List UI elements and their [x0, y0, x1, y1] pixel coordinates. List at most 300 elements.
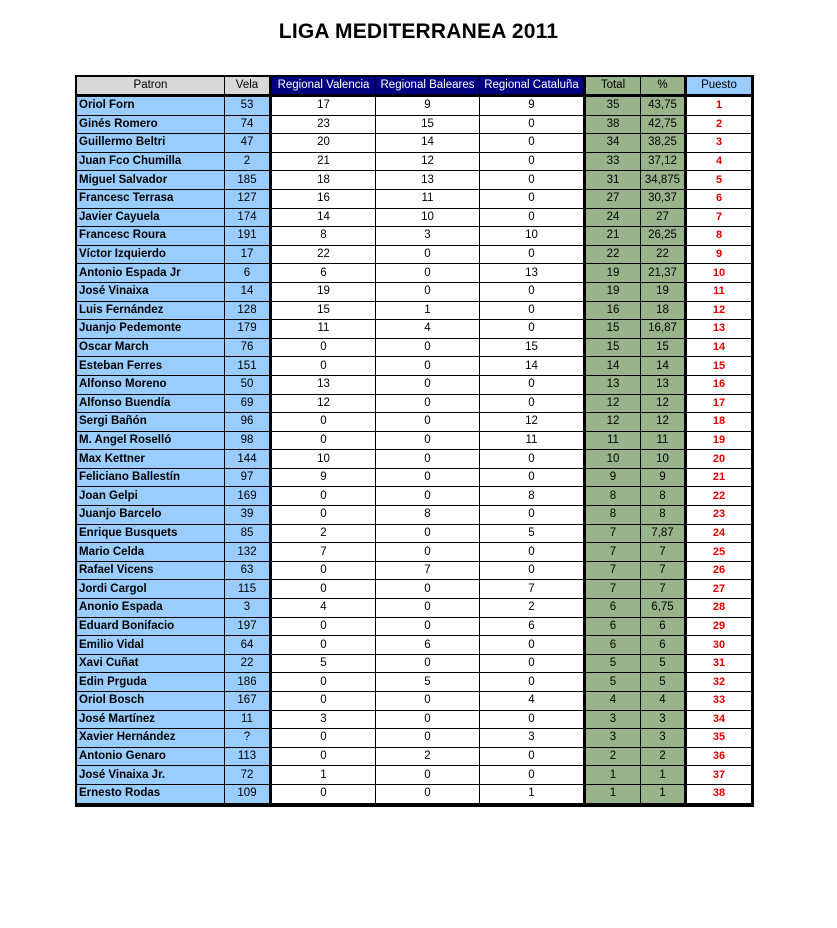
cell-patron: Antonio Espada Jr [77, 264, 225, 283]
table-row [77, 431, 751, 450]
cell-vela: 76 [225, 338, 271, 357]
table-row [77, 710, 751, 729]
cell-regional-baleares: 11 [376, 189, 480, 208]
cell-patron: Enrique Busquets [77, 524, 225, 543]
cell-regional-baleares: 13 [376, 171, 480, 190]
cell-regional-valencia: 0 [271, 561, 376, 580]
cell-regional-valencia: 0 [271, 617, 376, 636]
cell-puesto: 3 [686, 134, 752, 153]
cell-patron: Juan Fco Chumilla [77, 152, 225, 171]
cell-regional-valencia: 20 [271, 134, 376, 153]
cell-regional-baleares: 0 [376, 375, 480, 394]
table-row [77, 96, 751, 116]
cell-total: 34 [585, 134, 641, 153]
cell-puesto: 25 [686, 543, 752, 562]
cell-regional-cataluna: 0 [480, 189, 585, 208]
cell-puesto: 16 [686, 375, 752, 394]
cell-total: 12 [585, 413, 641, 432]
cell-regional-baleares: 0 [376, 729, 480, 748]
cell-patron: Max Kettner [77, 450, 225, 469]
cell-puesto: 22 [686, 487, 752, 506]
table-row [77, 450, 751, 469]
cell-regional-baleares: 0 [376, 431, 480, 450]
cell-percent: 3 [641, 710, 686, 729]
cell-vela: 96 [225, 413, 271, 432]
cell-regional-baleares: 0 [376, 543, 480, 562]
cell-total: 6 [585, 599, 641, 618]
cell-regional-cataluna: 10 [480, 227, 585, 246]
cell-regional-baleares: 15 [376, 115, 480, 134]
cell-percent: 13 [641, 375, 686, 394]
table-row [77, 599, 751, 618]
cell-regional-baleares: 0 [376, 766, 480, 785]
cell-patron: Feliciano Ballestín [77, 468, 225, 487]
cell-patron: Edin Prguda [77, 673, 225, 692]
cell-regional-baleares: 0 [376, 357, 480, 376]
cell-regional-valencia: 16 [271, 189, 376, 208]
cell-total: 1 [585, 784, 641, 802]
cell-vela: 98 [225, 431, 271, 450]
cell-patron: Francesc Terrasa [77, 189, 225, 208]
cell-puesto: 32 [686, 673, 752, 692]
cell-percent: 1 [641, 784, 686, 802]
cell-regional-baleares: 12 [376, 152, 480, 171]
cell-regional-cataluna: 4 [480, 692, 585, 711]
table-row [77, 692, 751, 711]
cell-regional-cataluna: 0 [480, 654, 585, 673]
header-regional-valencia: Regional Valencia [271, 77, 376, 96]
cell-puesto: 11 [686, 282, 752, 301]
table-row [77, 487, 751, 506]
table-row [77, 301, 751, 320]
cell-regional-valencia: 2 [271, 524, 376, 543]
cell-total: 5 [585, 673, 641, 692]
cell-patron: Joan Gelpi [77, 487, 225, 506]
cell-puesto: 8 [686, 227, 752, 246]
cell-puesto: 19 [686, 431, 752, 450]
table-row [77, 320, 751, 339]
cell-regional-baleares: 0 [376, 692, 480, 711]
cell-vela: 74 [225, 115, 271, 134]
header-vela: Vela [225, 77, 271, 96]
cell-patron: Alfonso Buendía [77, 394, 225, 413]
cell-regional-valencia: 23 [271, 115, 376, 134]
cell-puesto: 13 [686, 320, 752, 339]
header-total: Total [585, 77, 641, 96]
cell-regional-baleares: 7 [376, 561, 480, 580]
cell-regional-baleares: 6 [376, 636, 480, 655]
cell-vela: 47 [225, 134, 271, 153]
cell-vela: 113 [225, 747, 271, 766]
cell-vela: 191 [225, 227, 271, 246]
cell-regional-baleares: 0 [376, 654, 480, 673]
cell-regional-cataluna: 0 [480, 747, 585, 766]
table-row [77, 264, 751, 283]
cell-regional-valencia: 4 [271, 599, 376, 618]
cell-regional-valencia: 0 [271, 636, 376, 655]
table-row [77, 357, 751, 376]
page-title: LIGA MEDITERRANEA 2011 [278, 20, 559, 43]
cell-total: 33 [585, 152, 641, 171]
cell-regional-valencia: 3 [271, 710, 376, 729]
cell-regional-cataluna: 3 [480, 729, 585, 748]
cell-puesto: 15 [686, 357, 752, 376]
cell-regional-valencia: 18 [271, 171, 376, 190]
table-row [77, 245, 751, 264]
cell-vela: 97 [225, 468, 271, 487]
cell-vela: 132 [225, 543, 271, 562]
cell-regional-valencia: 0 [271, 487, 376, 506]
cell-regional-valencia: 6 [271, 264, 376, 283]
cell-regional-valencia: 0 [271, 413, 376, 432]
cell-puesto: 23 [686, 506, 752, 525]
cell-regional-valencia: 0 [271, 357, 376, 376]
cell-puesto: 37 [686, 766, 752, 785]
cell-regional-cataluna: 0 [480, 171, 585, 190]
cell-puesto: 9 [686, 245, 752, 264]
cell-vela: 197 [225, 617, 271, 636]
cell-regional-baleares: 8 [376, 506, 480, 525]
cell-regional-cataluna: 0 [480, 245, 585, 264]
cell-percent: 8 [641, 506, 686, 525]
cell-percent: 10 [641, 450, 686, 469]
cell-vela: 144 [225, 450, 271, 469]
cell-total: 14 [585, 357, 641, 376]
table-row [77, 115, 751, 134]
cell-regional-valencia: 0 [271, 729, 376, 748]
cell-regional-valencia: 11 [271, 320, 376, 339]
cell-vela: 63 [225, 561, 271, 580]
cell-regional-cataluna: 0 [480, 468, 585, 487]
cell-percent: 16,87 [641, 320, 686, 339]
table-row [77, 673, 751, 692]
cell-regional-cataluna: 0 [480, 450, 585, 469]
cell-percent: 8 [641, 487, 686, 506]
cell-patron: Eduard Bonifacio [77, 617, 225, 636]
cell-total: 35 [585, 96, 641, 116]
cell-puesto: 34 [686, 710, 752, 729]
cell-vela: 169 [225, 487, 271, 506]
cell-regional-cataluna: 0 [480, 766, 585, 785]
standings-table [77, 77, 751, 803]
cell-puesto: 21 [686, 468, 752, 487]
cell-patron: José Vinaixa Jr. [77, 766, 225, 785]
cell-puesto: 17 [686, 394, 752, 413]
cell-total: 21 [585, 227, 641, 246]
cell-regional-baleares: 0 [376, 784, 480, 802]
cell-total: 38 [585, 115, 641, 134]
cell-regional-cataluna: 0 [480, 375, 585, 394]
table-row [77, 543, 751, 562]
cell-percent: 22 [641, 245, 686, 264]
cell-total: 7 [585, 580, 641, 599]
cell-vela: 69 [225, 394, 271, 413]
cell-percent: 7 [641, 561, 686, 580]
cell-vela: 72 [225, 766, 271, 785]
cell-puesto: 36 [686, 747, 752, 766]
cell-percent: 42,75 [641, 115, 686, 134]
cell-patron: Javier Cayuela [77, 208, 225, 227]
cell-total: 7 [585, 561, 641, 580]
cell-total: 19 [585, 282, 641, 301]
cell-vela: 186 [225, 673, 271, 692]
cell-vela: ? [225, 729, 271, 748]
cell-patron: Ernesto Rodas [77, 784, 225, 802]
cell-total: 9 [585, 468, 641, 487]
cell-total: 8 [585, 487, 641, 506]
table-row [77, 654, 751, 673]
cell-puesto: 35 [686, 729, 752, 748]
cell-percent: 6 [641, 617, 686, 636]
cell-percent: 15 [641, 338, 686, 357]
cell-regional-cataluna: 1 [480, 784, 585, 802]
table-row [77, 506, 751, 525]
cell-regional-cataluna: 0 [480, 673, 585, 692]
cell-regional-cataluna: 0 [480, 636, 585, 655]
cell-regional-baleares: 0 [376, 282, 480, 301]
cell-regional-cataluna: 0 [480, 152, 585, 171]
table-row [77, 729, 751, 748]
cell-regional-baleares: 4 [376, 320, 480, 339]
cell-regional-valencia: 13 [271, 375, 376, 394]
cell-patron: Oscar March [77, 338, 225, 357]
table-row [77, 171, 751, 190]
cell-regional-baleares: 5 [376, 673, 480, 692]
cell-patron: M. Angel Roselló [77, 431, 225, 450]
cell-puesto: 24 [686, 524, 752, 543]
cell-percent: 7 [641, 543, 686, 562]
cell-total: 7 [585, 543, 641, 562]
cell-percent: 2 [641, 747, 686, 766]
table-row [77, 468, 751, 487]
cell-patron: Víctor Izquierdo [77, 245, 225, 264]
cell-percent: 18 [641, 301, 686, 320]
cell-regional-valencia: 21 [271, 152, 376, 171]
table-row [77, 617, 751, 636]
cell-regional-baleares: 0 [376, 580, 480, 599]
cell-regional-cataluna: 0 [480, 208, 585, 227]
cell-total: 3 [585, 710, 641, 729]
cell-patron: Antonio Genaro [77, 747, 225, 766]
table-row [77, 208, 751, 227]
cell-percent: 6,75 [641, 599, 686, 618]
cell-puesto: 4 [686, 152, 752, 171]
cell-puesto: 27 [686, 580, 752, 599]
cell-percent: 34,875 [641, 171, 686, 190]
table-row [77, 561, 751, 580]
cell-regional-cataluna: 0 [480, 282, 585, 301]
cell-regional-baleares: 0 [376, 413, 480, 432]
cell-vela: 6 [225, 264, 271, 283]
cell-puesto: 1 [686, 96, 752, 116]
cell-percent: 30,37 [641, 189, 686, 208]
cell-regional-baleares: 0 [376, 710, 480, 729]
cell-regional-baleares: 0 [376, 450, 480, 469]
table-row [77, 134, 751, 153]
cell-regional-cataluna: 15 [480, 338, 585, 357]
cell-puesto: 29 [686, 617, 752, 636]
cell-regional-cataluna: 14 [480, 357, 585, 376]
cell-total: 7 [585, 524, 641, 543]
table-row [77, 394, 751, 413]
cell-percent: 5 [641, 673, 686, 692]
cell-puesto: 31 [686, 654, 752, 673]
cell-vela: 85 [225, 524, 271, 543]
cell-regional-valencia: 10 [271, 450, 376, 469]
cell-puesto: 18 [686, 413, 752, 432]
cell-regional-valencia: 17 [271, 96, 376, 116]
table-row [77, 413, 751, 432]
cell-total: 5 [585, 654, 641, 673]
cell-regional-cataluna: 0 [480, 115, 585, 134]
cell-regional-cataluna: 6 [480, 617, 585, 636]
cell-regional-valencia: 0 [271, 580, 376, 599]
cell-patron: Mario Celda [77, 543, 225, 562]
cell-regional-cataluna: 0 [480, 561, 585, 580]
cell-percent: 19 [641, 282, 686, 301]
cell-regional-cataluna: 0 [480, 506, 585, 525]
cell-percent: 26,25 [641, 227, 686, 246]
cell-regional-valencia: 0 [271, 338, 376, 357]
cell-patron: Guillermo Beltri [77, 134, 225, 153]
header-regional-baleares: Regional Baleares [376, 77, 480, 96]
cell-total: 27 [585, 189, 641, 208]
cell-vela: 127 [225, 189, 271, 208]
cell-regional-baleares: 9 [376, 96, 480, 116]
cell-puesto: 7 [686, 208, 752, 227]
cell-total: 3 [585, 729, 641, 748]
table-row [77, 766, 751, 785]
cell-total: 24 [585, 208, 641, 227]
cell-vela: 128 [225, 301, 271, 320]
cell-regional-cataluna: 0 [480, 394, 585, 413]
cell-patron: Anonio Espada [77, 599, 225, 618]
cell-percent: 6 [641, 636, 686, 655]
cell-vela: 11 [225, 710, 271, 729]
cell-puesto: 5 [686, 171, 752, 190]
cell-puesto: 10 [686, 264, 752, 283]
cell-regional-valencia: 5 [271, 654, 376, 673]
cell-regional-valencia: 7 [271, 543, 376, 562]
cell-regional-cataluna: 13 [480, 264, 585, 283]
table-row [77, 338, 751, 357]
cell-regional-valencia: 0 [271, 506, 376, 525]
cell-regional-valencia: 14 [271, 208, 376, 227]
cell-total: 13 [585, 375, 641, 394]
cell-patron: Luis Fernández [77, 301, 225, 320]
cell-regional-cataluna: 7 [480, 580, 585, 599]
cell-regional-valencia: 9 [271, 468, 376, 487]
cell-percent: 5 [641, 654, 686, 673]
cell-vela: 3 [225, 599, 271, 618]
cell-vela: 185 [225, 171, 271, 190]
cell-vela: 2 [225, 152, 271, 171]
table-header-row [77, 77, 751, 96]
cell-regional-valencia: 0 [271, 673, 376, 692]
cell-regional-baleares: 0 [376, 468, 480, 487]
cell-patron: Xavier Hernández [77, 729, 225, 748]
cell-regional-baleares: 2 [376, 747, 480, 766]
cell-puesto: 33 [686, 692, 752, 711]
cell-total: 12 [585, 394, 641, 413]
cell-total: 4 [585, 692, 641, 711]
cell-patron: Rafael Vicens [77, 561, 225, 580]
cell-percent: 21,37 [641, 264, 686, 283]
cell-regional-cataluna: 0 [480, 134, 585, 153]
cell-regional-cataluna: 0 [480, 301, 585, 320]
cell-regional-cataluna: 0 [480, 320, 585, 339]
cell-patron: José Martínez [77, 710, 225, 729]
cell-regional-baleares: 0 [376, 487, 480, 506]
cell-percent: 14 [641, 357, 686, 376]
cell-regional-baleares: 0 [376, 524, 480, 543]
table-body [77, 96, 751, 803]
cell-puesto: 2 [686, 115, 752, 134]
cell-regional-valencia: 0 [271, 784, 376, 802]
header-regional-cataluna: Regional Cataluña [480, 77, 585, 96]
cell-regional-cataluna: 0 [480, 710, 585, 729]
cell-percent: 27 [641, 208, 686, 227]
cell-patron: Miguel Salvador [77, 171, 225, 190]
cell-regional-baleares: 0 [376, 264, 480, 283]
cell-vela: 109 [225, 784, 271, 802]
table-row [77, 747, 751, 766]
cell-vela: 50 [225, 375, 271, 394]
cell-puesto: 26 [686, 561, 752, 580]
cell-percent: 7,87 [641, 524, 686, 543]
cell-total: 15 [585, 338, 641, 357]
cell-regional-cataluna: 9 [480, 96, 585, 116]
cell-regional-baleares: 0 [376, 617, 480, 636]
cell-total: 31 [585, 171, 641, 190]
cell-regional-valencia: 8 [271, 227, 376, 246]
cell-total: 6 [585, 617, 641, 636]
cell-patron: Alfonso Moreno [77, 375, 225, 394]
cell-percent: 37,12 [641, 152, 686, 171]
cell-vela: 53 [225, 96, 271, 116]
header-puesto: Puesto [686, 77, 752, 96]
cell-vela: 115 [225, 580, 271, 599]
cell-puesto: 14 [686, 338, 752, 357]
standings-table-frame [75, 75, 754, 807]
table-row [77, 636, 751, 655]
cell-percent: 3 [641, 729, 686, 748]
cell-total: 10 [585, 450, 641, 469]
cell-percent: 4 [641, 692, 686, 711]
table-row [77, 282, 751, 301]
cell-total: 11 [585, 431, 641, 450]
cell-regional-cataluna: 5 [480, 524, 585, 543]
cell-puesto: 38 [686, 784, 752, 802]
cell-regional-baleares: 0 [376, 599, 480, 618]
table-row [77, 580, 751, 599]
cell-puesto: 28 [686, 599, 752, 618]
cell-total: 1 [585, 766, 641, 785]
cell-patron: Emilio Vidal [77, 636, 225, 655]
cell-regional-baleares: 0 [376, 394, 480, 413]
cell-regional-baleares: 0 [376, 245, 480, 264]
table-row [77, 784, 751, 802]
cell-regional-cataluna: 12 [480, 413, 585, 432]
cell-patron: Juanjo Pedemonte [77, 320, 225, 339]
cell-regional-cataluna: 11 [480, 431, 585, 450]
cell-patron: Jordi Cargol [77, 580, 225, 599]
cell-regional-cataluna: 0 [480, 543, 585, 562]
cell-percent: 38,25 [641, 134, 686, 153]
cell-vela: 174 [225, 208, 271, 227]
cell-vela: 151 [225, 357, 271, 376]
cell-patron: Ginés Romero [77, 115, 225, 134]
